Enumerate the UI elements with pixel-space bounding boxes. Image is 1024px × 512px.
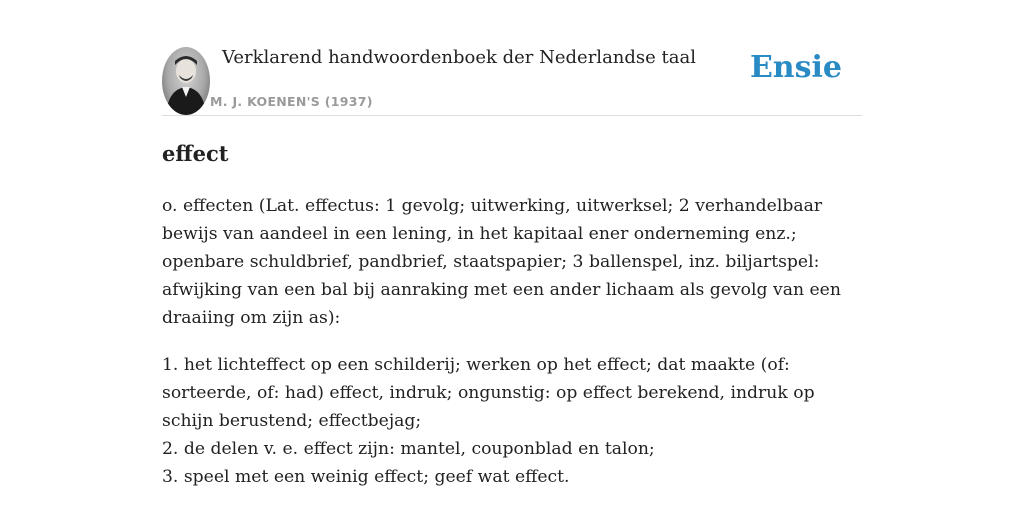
author-portrait-avatar xyxy=(162,47,210,115)
sense-item: 2. de delen v. e. effect zijn: mantel, couponblad en talon; xyxy=(162,439,655,459)
dictionary-author: M. J. KOENEN'S (1937) xyxy=(210,94,373,109)
entry-definition: o. effecten (Lat. effectus: 1 gevolg; uitwerking, uitwerksel; 2 verhandelbaar bewijs van aandeel in een lening, in het kapitaal ener onderneming enz.; openbare schuldbrief, pandbrief, staatspapier; 3 ballenspel, inz. biljartspel: afwijking van een bal bij aanraking met een ander lichaam als gevolg van een draaiing om zijn as): xyxy=(162,196,841,328)
sense-item: 3. speel met een weinig effect; geef wat effect. xyxy=(162,467,570,487)
sense-item: 1. het lichteffect op een schilderij; werken op het effect; dat maakte (of: sorteerde, of: had) effect, indruk; ongunstig: op effect berekend, indruk op schijn berustend; effectbejag; xyxy=(162,355,815,431)
page-header xyxy=(162,44,862,116)
ensie-logo-link[interactable]: Ensie xyxy=(749,50,842,85)
dictionary-title: Verklarend handwoordenboek der Nederlandse taal xyxy=(222,47,696,68)
entry-content xyxy=(162,140,862,491)
entry-senses xyxy=(162,351,862,491)
entry-headword: effect xyxy=(162,141,229,166)
portrait-icon xyxy=(162,47,210,115)
